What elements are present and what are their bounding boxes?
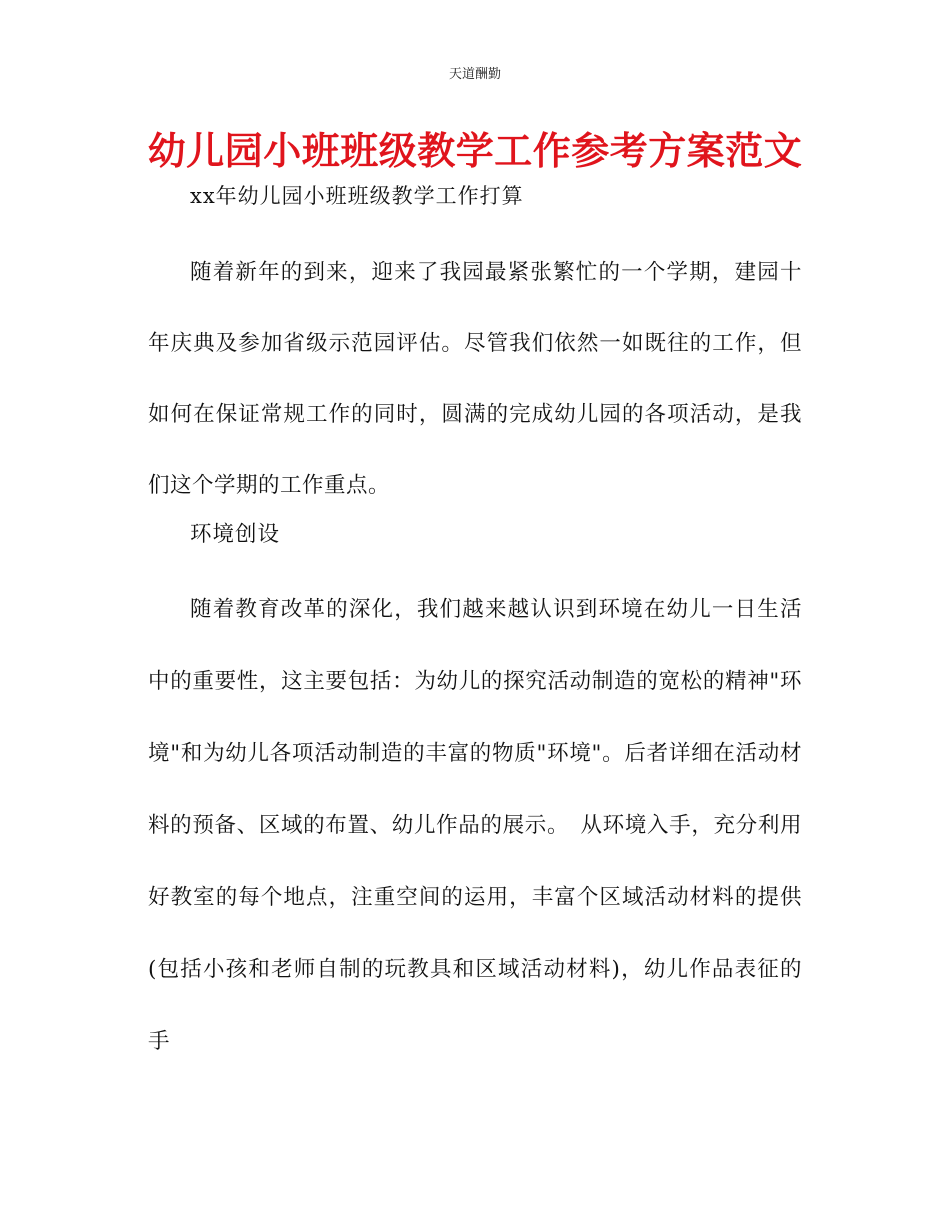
document-title: 幼儿园小班班级教学工作参考方案范文 xyxy=(147,129,803,173)
page-header: 天道酬勤 xyxy=(448,67,501,82)
paragraph-environment: 随着教育改革的深化，我们越来越认识到环境在幼儿一日生活中的重要性，这主要包括：为幼儿的探究活动制造的宽松的精神"环境"和为幼儿各项活动制造的丰富的物质"环境"。后者详细在活动材料的预备、区域的布置、幼儿作品的展示。 从环境入手，充分利用好教室的每个地点，注重空间的运用，丰富个区域活动材料的提供(包括小孩和老师自制的玩教具和区域活动材料)，幼儿作品表征的手 xyxy=(148,597,802,1054)
section-heading: 环境创设 xyxy=(190,522,281,547)
paragraph-intro: 随着新年的到来，迎来了我园最紧张繁忙的一个学期，建园十年庆典及参加省级示范园评估。尽管我们依然一如既往的工作，但如何在保证常规工作的同时，圆满的完成幼儿园的各项活动，是我们这个学期的工作重点。 xyxy=(148,260,802,498)
document-subtitle: xx年幼儿园小班班级教学工作打算 xyxy=(190,184,524,208)
